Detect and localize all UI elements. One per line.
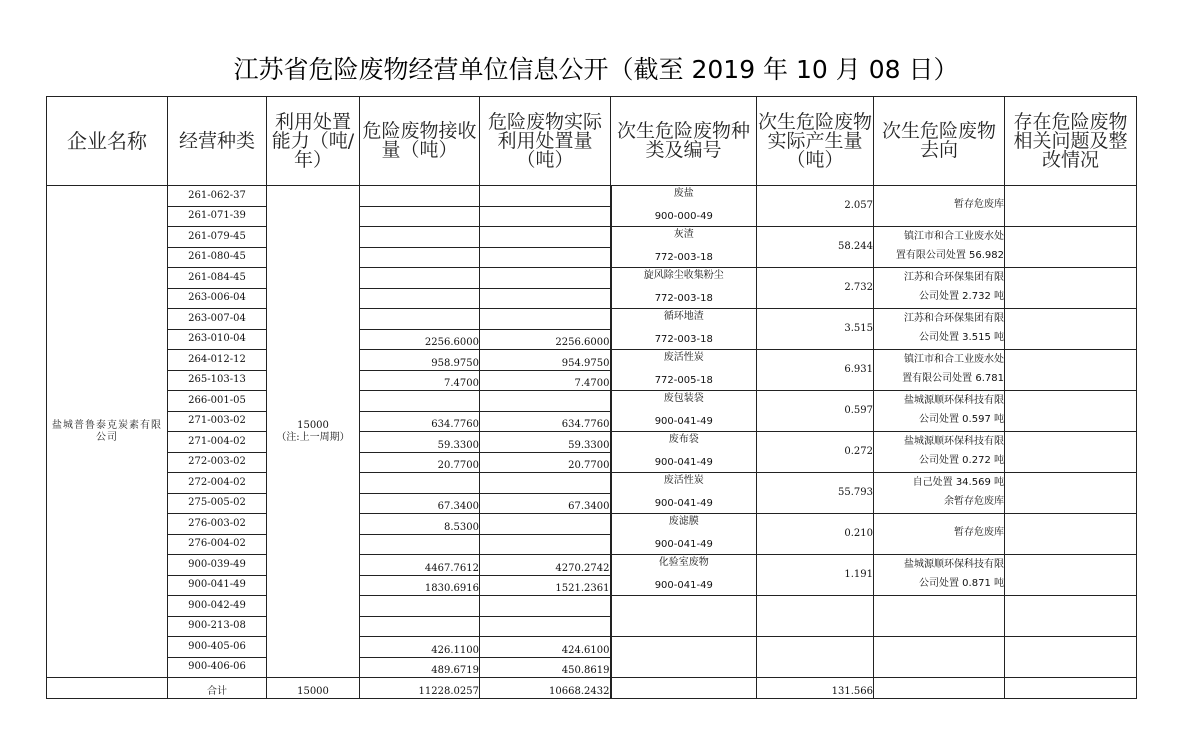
utilized-amount	[480, 227, 611, 248]
utilized-amount	[480, 186, 611, 207]
secondary-type	[612, 309, 757, 347]
secondary-amount: 1.191	[757, 555, 874, 596]
company-name: 盐城普鲁泰克炭素有限公司	[47, 186, 168, 678]
secondary-amount: 55.793	[757, 473, 874, 514]
waste-code: 272-004-02	[168, 473, 267, 494]
secondary-amount: 2.057	[757, 186, 874, 227]
total-capacity: 15000	[267, 678, 360, 699]
issues-cell	[1005, 473, 1137, 514]
secondary-dest	[874, 350, 1004, 388]
header-company: 企业名称	[47, 97, 168, 186]
secondary-type-cell	[611, 350, 757, 391]
capacity-value: 15000	[297, 419, 329, 431]
secondary-amount: 0.272	[757, 432, 874, 473]
dest-line: 江苏和合环保集团有限	[904, 271, 1004, 283]
received-amount	[360, 186, 480, 207]
secondary-amount: 3.515	[757, 309, 874, 350]
secondary-type	[612, 350, 757, 388]
dest-line: 自己处置 34.569 吨	[912, 476, 1004, 488]
secondary-code: 900-000-49	[654, 211, 713, 222]
secondary-dest-cell	[874, 473, 1005, 514]
issues-cell	[1005, 391, 1137, 432]
secondary-dest-cell	[874, 596, 1005, 637]
secondary-dest-cell	[874, 514, 1005, 555]
utilized-amount: 424.6100	[480, 637, 611, 658]
issues-cell	[1005, 309, 1137, 350]
secondary-dest-cell	[874, 555, 1005, 596]
utilized-amount	[480, 596, 611, 617]
total-secondary-type	[611, 678, 757, 699]
received-amount: 489.6719	[360, 657, 480, 678]
table-body	[47, 186, 1137, 699]
issues-cell	[1005, 350, 1137, 391]
waste-code: 276-003-02	[168, 514, 267, 535]
table-row	[47, 514, 1137, 535]
secondary-amount: 0.210	[757, 514, 874, 555]
dest-line: 公司处置 0.597 吨	[919, 413, 1004, 425]
dest-line: 公司处置 0.272 吨	[919, 454, 1004, 466]
received-amount: 1830.6916	[360, 575, 480, 596]
secondary-type	[612, 473, 757, 511]
dest-line: 公司处置 0.871 吨	[919, 577, 1004, 589]
waste-code: 263-006-04	[168, 288, 267, 309]
utilized-amount: 59.3300	[480, 432, 611, 453]
total-issues	[1005, 678, 1137, 699]
waste-info-table	[46, 96, 1137, 699]
received-amount: 7.4700	[360, 370, 480, 391]
received-amount	[360, 288, 480, 309]
secondary-dest	[874, 391, 1004, 429]
header-secondary-dest: 次生危险废物去向	[874, 97, 1005, 186]
secondary-name: 化验室废物	[658, 557, 709, 568]
utilized-amount: 67.3400	[480, 493, 611, 514]
issues-cell	[1005, 186, 1137, 227]
secondary-type-cell	[611, 268, 757, 309]
secondary-dest	[874, 473, 1004, 511]
secondary-name: 旋风除尘收集粉尘	[643, 270, 724, 281]
waste-code: 261-080-45	[168, 247, 267, 268]
received-amount: 20.7700	[360, 452, 480, 473]
waste-code: 900-406-06	[168, 657, 267, 678]
header-utilized: 危险废物实际利用处置量（吨）	[480, 97, 611, 186]
waste-code: 263-007-04	[168, 309, 267, 330]
issues-cell	[1005, 432, 1137, 473]
utilized-amount	[480, 616, 611, 637]
received-amount	[360, 616, 480, 637]
page-title: 江苏省危险废物经营单位信息公开（截至 2019 年 10 月 08 日）	[233, 55, 959, 84]
secondary-amount: 0.597	[757, 391, 874, 432]
secondary-type	[612, 391, 757, 429]
waste-code: 900-041-49	[168, 575, 267, 596]
received-amount	[360, 391, 480, 412]
utilized-amount: 4270.2742	[480, 555, 611, 576]
utilized-amount: 954.9750	[480, 350, 611, 371]
received-amount	[360, 534, 480, 555]
header-row	[47, 97, 1137, 186]
capacity-cell	[267, 186, 360, 678]
secondary-amount: 2.732	[757, 268, 874, 309]
secondary-dest-cell	[874, 432, 1005, 473]
secondary-dest	[874, 268, 1004, 306]
received-amount	[360, 473, 480, 494]
issues-cell	[1005, 596, 1137, 637]
secondary-name: 灰渣	[673, 229, 694, 240]
waste-code: 261-084-45	[168, 268, 267, 289]
secondary-code: 900-041-49	[654, 498, 713, 509]
secondary-type-cell	[611, 555, 757, 596]
secondary-type-cell	[611, 309, 757, 350]
secondary-type-cell	[611, 432, 757, 473]
waste-code: 272-003-02	[168, 452, 267, 473]
issues-cell	[1005, 268, 1137, 309]
table-row	[47, 227, 1137, 248]
secondary-name: 循环地渣	[663, 311, 704, 322]
secondary-type	[612, 186, 757, 224]
received-amount: 426.1100	[360, 637, 480, 658]
received-amount	[360, 247, 480, 268]
waste-code: 900-042-49	[168, 596, 267, 617]
waste-code: 261-079-45	[168, 227, 267, 248]
secondary-code: 900-041-49	[654, 580, 713, 591]
table-row	[47, 637, 1137, 658]
secondary-name: 废盐	[673, 188, 694, 199]
waste-code: 900-213-08	[168, 616, 267, 637]
secondary-dest-cell	[874, 268, 1005, 309]
secondary-dest: 暂存危废库	[954, 199, 1004, 210]
secondary-amount: 6.931	[757, 350, 874, 391]
secondary-type-cell	[611, 637, 757, 678]
secondary-code: 772-003-18	[654, 252, 713, 263]
header-secondary-amount: 次生危险废物实际产生量（吨）	[757, 97, 874, 186]
issues-cell	[1005, 555, 1137, 596]
secondary-code: 900-041-49	[654, 457, 713, 468]
received-amount: 958.9750	[360, 350, 480, 371]
utilized-amount: 2256.6000	[480, 329, 611, 350]
table-row	[47, 555, 1137, 576]
header-issues: 存在危险废物相关问题及整改情况	[1005, 97, 1137, 186]
utilized-amount: 7.4700	[480, 370, 611, 391]
secondary-type-cell	[611, 391, 757, 432]
waste-code: 276-004-02	[168, 534, 267, 555]
header-category: 经营种类	[168, 97, 267, 186]
waste-code: 261-062-37	[168, 186, 267, 207]
waste-code: 271-003-02	[168, 411, 267, 432]
secondary-dest-cell	[874, 186, 1005, 227]
secondary-type	[612, 514, 757, 552]
secondary-type-cell	[611, 514, 757, 555]
capacity-note: （注:上一周期）	[276, 431, 350, 443]
table-row	[47, 268, 1137, 289]
secondary-code: 772-003-18	[654, 293, 713, 304]
secondary-dest-cell	[874, 227, 1005, 268]
received-amount: 2256.6000	[360, 329, 480, 350]
secondary-type-cell	[611, 473, 757, 514]
dest-line: 置有限公司处置 6.781	[902, 372, 1004, 384]
dest-line: 余暂存危废库	[944, 495, 1004, 507]
dest-line: 盐城源顺环保科技有限	[904, 394, 1004, 406]
table-row	[47, 596, 1137, 617]
secondary-code: 900-041-49	[654, 539, 713, 550]
total-company-cell	[47, 678, 168, 699]
issues-cell	[1005, 514, 1137, 555]
secondary-type	[612, 555, 757, 593]
received-amount	[360, 227, 480, 248]
secondary-name: 废活性炭	[663, 352, 704, 363]
issues-cell	[1005, 227, 1137, 268]
waste-code: 263-010-04	[168, 329, 267, 350]
secondary-amount	[757, 596, 874, 637]
received-amount	[360, 268, 480, 289]
received-amount	[360, 596, 480, 617]
secondary-type	[612, 432, 757, 470]
dest-line: 镇江市和合工业废水处	[904, 353, 1004, 365]
dest-line: 公司处置 2.732 吨	[919, 290, 1004, 302]
secondary-dest: 暂存危废库	[954, 527, 1004, 538]
secondary-code: 900-041-49	[654, 416, 713, 427]
header-capacity: 利用处置能力（吨/年）	[267, 97, 360, 186]
received-amount	[360, 206, 480, 227]
waste-code: 900-039-49	[168, 555, 267, 576]
utilized-amount	[480, 309, 611, 330]
secondary-name: 废活性炭	[663, 475, 704, 486]
waste-code: 265-103-13	[168, 370, 267, 391]
secondary-dest-cell	[874, 350, 1005, 391]
utilized-amount	[480, 514, 611, 535]
dest-line: 公司处置 3.515 吨	[919, 331, 1004, 343]
total-label: 合计	[168, 678, 267, 699]
total-row	[47, 678, 1137, 699]
secondary-dest-cell	[874, 309, 1005, 350]
utilized-amount	[480, 206, 611, 227]
secondary-code: 772-003-18	[654, 334, 713, 345]
utilized-amount	[480, 288, 611, 309]
received-amount: 634.7760	[360, 411, 480, 432]
secondary-type	[612, 268, 757, 306]
secondary-type-cell	[611, 596, 757, 637]
utilized-amount: 450.8619	[480, 657, 611, 678]
secondary-type-cell	[611, 227, 757, 268]
table-row	[47, 432, 1137, 453]
secondary-dest-cell	[874, 637, 1005, 678]
utilized-amount	[480, 473, 611, 494]
received-amount	[360, 309, 480, 330]
waste-code: 261-071-39	[168, 206, 267, 227]
total-secondary-dest	[874, 678, 1005, 699]
total-utilized: 10668.2432	[480, 678, 611, 699]
waste-code: 271-004-02	[168, 432, 267, 453]
waste-code: 264-012-12	[168, 350, 267, 371]
waste-code: 275-005-02	[168, 493, 267, 514]
waste-code: 900-405-06	[168, 637, 267, 658]
table-row	[47, 473, 1137, 494]
table-row	[47, 391, 1137, 412]
total-secondary-amount: 131.566	[757, 678, 874, 699]
utilized-amount: 20.7700	[480, 452, 611, 473]
waste-code: 266-001-05	[168, 391, 267, 412]
dest-line: 盐城源顺环保科技有限	[904, 558, 1004, 570]
dest-line: 江苏和合环保集团有限	[904, 312, 1004, 324]
received-amount: 67.3400	[360, 493, 480, 514]
secondary-dest	[874, 227, 1004, 265]
secondary-type-cell	[611, 186, 757, 227]
table-row	[47, 350, 1137, 371]
secondary-code: 772-005-18	[654, 375, 713, 386]
utilized-amount: 634.7760	[480, 411, 611, 432]
dest-line: 镇江市和合工业废水处	[904, 230, 1004, 242]
secondary-amount	[757, 637, 874, 678]
header-received: 危险废物接收量（吨）	[360, 97, 480, 186]
total-received: 11228.0257	[360, 678, 480, 699]
secondary-name: 废滤膜	[668, 516, 699, 527]
secondary-name: 废布袋	[668, 434, 699, 445]
utilized-amount	[480, 247, 611, 268]
table-row	[47, 186, 1137, 207]
secondary-type	[612, 227, 757, 265]
utilized-amount	[480, 268, 611, 289]
secondary-amount: 58.244	[757, 227, 874, 268]
secondary-dest	[874, 432, 1004, 470]
dest-line: 盐城源顺环保科技有限	[904, 435, 1004, 447]
secondary-dest-cell	[874, 391, 1005, 432]
dest-line: 置有限公司处置 56.982	[895, 249, 1004, 261]
secondary-name: 废包装袋	[663, 393, 704, 404]
received-amount: 8.5300	[360, 514, 480, 535]
utilized-amount	[480, 391, 611, 412]
issues-cell	[1005, 637, 1137, 678]
table-row	[47, 309, 1137, 330]
received-amount: 4467.7612	[360, 555, 480, 576]
utilized-amount: 1521.2361	[480, 575, 611, 596]
secondary-dest	[874, 555, 1004, 593]
received-amount: 59.3300	[360, 432, 480, 453]
utilized-amount	[480, 534, 611, 555]
header-secondary-type: 次生危险废物种类及编号	[611, 97, 757, 186]
secondary-dest	[874, 309, 1004, 347]
